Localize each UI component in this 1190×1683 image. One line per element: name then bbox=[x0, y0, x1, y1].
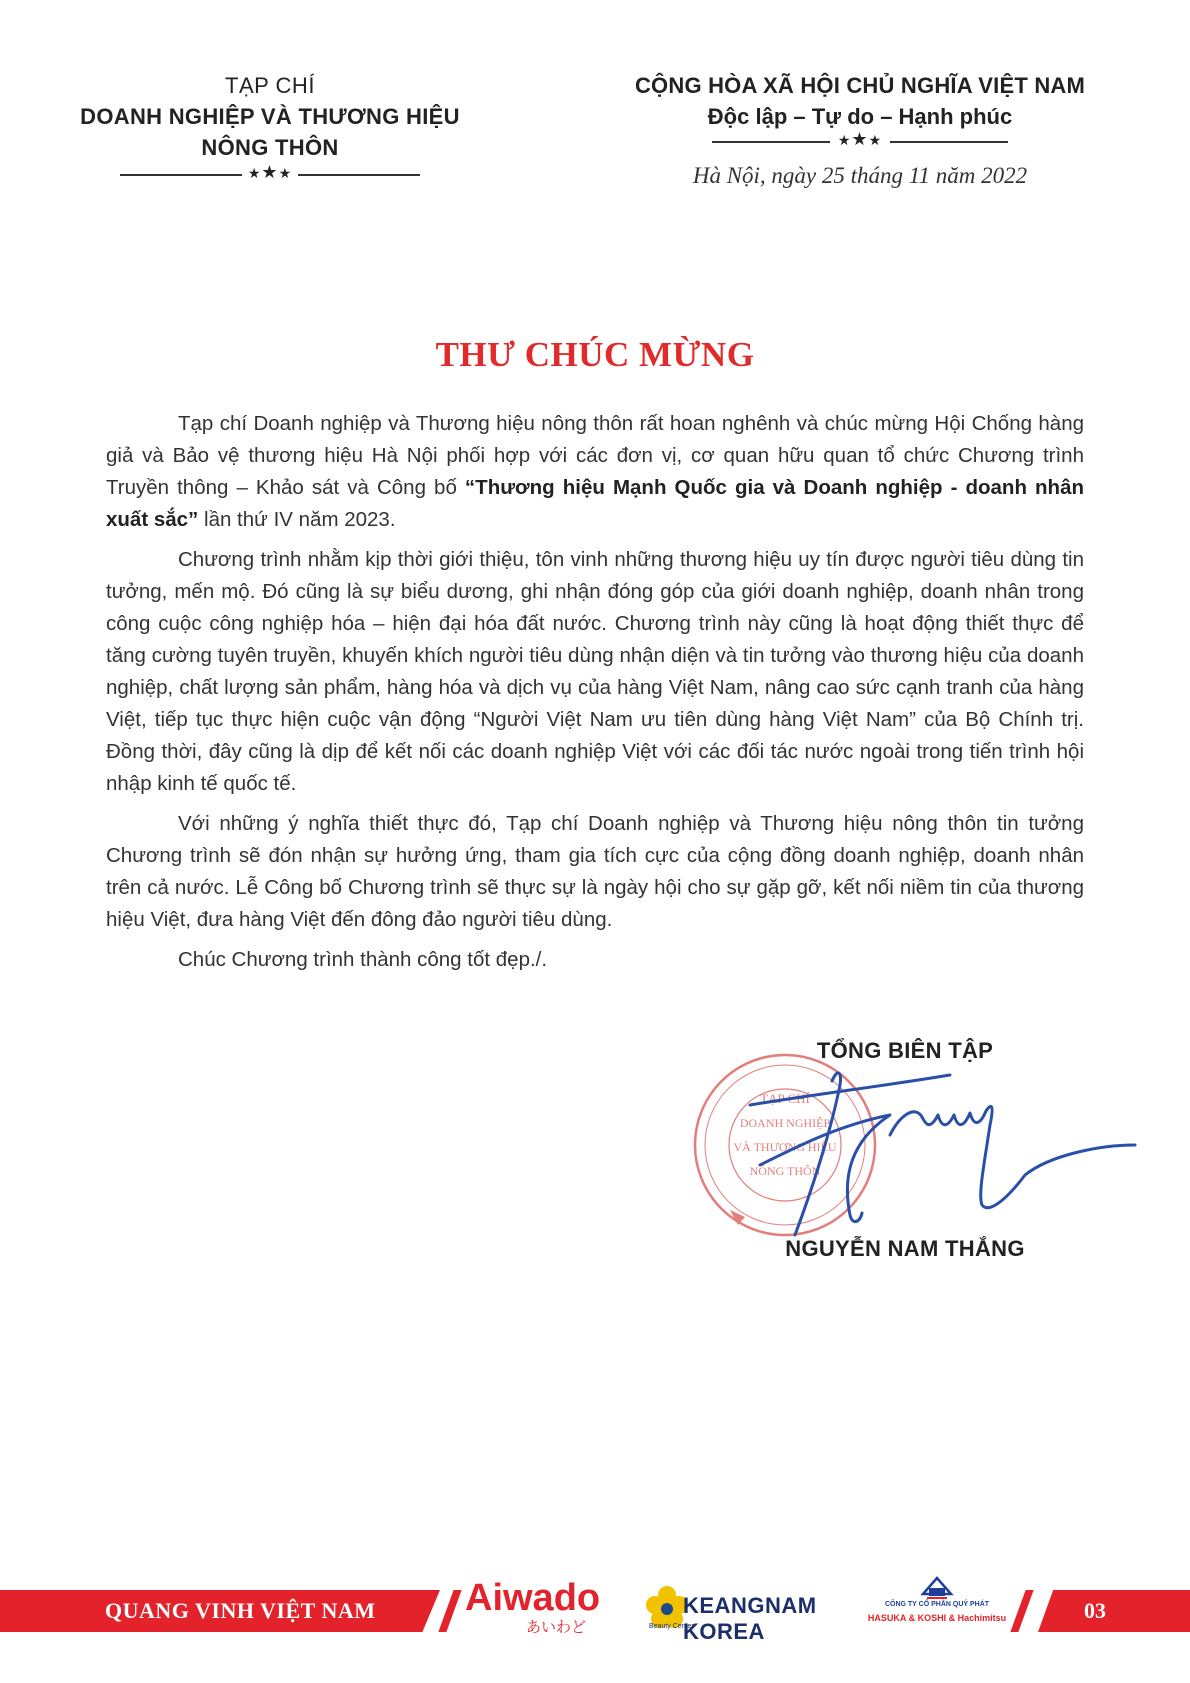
national-header bbox=[600, 70, 1120, 152]
svg-text:NÔNG THÔN: NÔNG THÔN bbox=[749, 1164, 821, 1178]
signer-role: TỔNG BIÊN TẬP bbox=[816, 1038, 994, 1063]
paragraph-2: Chương trình nhằm kịp thời giới thiệu, tôn vinh những thương hiệu uy tín được người tiêu dùng tin tưởng, mến mộ. Đó cũng là sự biểu dương, ghi nhận đóng góp của giới doanh nghiệp, doanh nhân trong công cuộc công nghiệp hóa – hiện đại hóa đất nước. Chương trình này cũng là hoạt động thiết thực để tăng cường tuyên truyền, khuyến khích người tiêu dùng nhận diện và tin tưởng vào thương hiệu của doanh nghiệp, chất lượng sản phẩm, hàng hóa và dịch vụ của hàng Việt Nam, nâng cao sức cạnh tranh của hàng Việt, tiếp tục thực hiện cuộc vận động “Người Việt Nam ưu tiên dùng hàng Việt Nam” của Bộ Chính trị. Đồng thời, đây cũng là dịp để kết nối các doanh nghiệp Việt với các đối tác nước ngoài trong tiến trình hội nhập kinh tế quốc tế. bbox=[106, 548, 1084, 795]
aiwado-logo: Aiwado あいわど bbox=[465, 1577, 601, 1636]
official-seal-and-signature bbox=[690, 1045, 1150, 1250]
footer-divider-slash bbox=[438, 1590, 461, 1632]
national-title: CỘNG HÒA XÃ HỘI CHỦ NGHĨA VIỆT NAM bbox=[634, 73, 1086, 98]
keangnam-logo: KEANGNAM KOREA Beauty Center bbox=[645, 1585, 855, 1637]
footer-brand: QUANG VINH VIỆT NAM bbox=[105, 1598, 376, 1623]
stars-icon: ★★★ bbox=[837, 129, 883, 149]
header-right-divider bbox=[712, 129, 1008, 152]
quy-phat-logo: CÔNG TY CỔ PHẦN QUÝ PHÁT HASUKA & KOSHI & Hachimitsu bbox=[862, 1574, 1012, 1640]
signer-name: NGUYỄN NAM THẮNG bbox=[785, 1236, 1025, 1261]
letter-title: THƯ CHÚC MỪNG bbox=[435, 335, 755, 374]
page-number: 03 bbox=[1084, 1598, 1106, 1623]
letter-body bbox=[106, 408, 1084, 984]
company-emblem-icon bbox=[919, 1574, 955, 1600]
publisher-line-2: DOANH NGHIỆP VÀ THƯƠNG HIỆU bbox=[80, 104, 460, 129]
publisher-line-1: TẠP CHÍ bbox=[225, 73, 315, 98]
national-motto: Độc lập – Tự do – Hạnh phúc bbox=[707, 104, 1013, 129]
paragraph-3: Với những ý nghĩa thiết thực đó, Tạp chí Doanh nghiệp và Thương hiệu nông thôn tin tưởng Chương trình sẽ đón nhận sự hưởng ứng, tham gia tích cực của cộng đồng doanh nghiệp, doanh nhân trên cả nước. Lễ Công bố Chương trình sẽ thực sự là ngày hội cho sự gặp gỡ, kết nối niềm tin của thương hiệu Việt, đưa hàng Việt đến đông đảo người tiêu dùng. bbox=[106, 812, 1084, 931]
footer-divider-slash bbox=[1010, 1590, 1033, 1632]
svg-text:DOANH NGHIỆP: DOANH NGHIỆP bbox=[739, 1116, 831, 1130]
svg-text:TẠP CHÍ: TẠP CHÍ bbox=[760, 1091, 810, 1106]
stars-icon: ★★★ bbox=[247, 162, 293, 182]
footer-banner bbox=[0, 1577, 1190, 1644]
paragraph-1: Tạp chí Doanh nghiệp và Thương hiệu nông thôn rất hoan nghênh và chúc mừng Hội Chống hàng giả và Bảo vệ thương hiệu Hà Nội phối hợp với các đơn vị, cơ quan hữu quan tổ chức Chương trình Truyền thông – Khảo sát và Công bố “Thương hiệu Mạnh Quốc gia và Doanh nghiệp - doanh nhân xuất sắc” lần thứ IV năm 2023. bbox=[106, 412, 1084, 531]
program-name: “Thương hiệu Mạnh Quốc gia và Doanh nghiệp - doanh nhân xuất sắc” bbox=[106, 476, 1084, 531]
letter-date: Hà Nội, ngày 25 tháng 11 năm 2022 bbox=[692, 163, 1028, 188]
header-left-divider bbox=[120, 162, 420, 185]
publisher-line-3: NÔNG THÔN bbox=[201, 135, 339, 160]
publisher-header bbox=[55, 70, 485, 185]
svg-text:VÀ THƯƠNG HIỆU: VÀ THƯƠNG HIỆU bbox=[733, 1140, 837, 1154]
paragraph-4: Chúc Chương trình thành công tốt đẹp./. bbox=[178, 948, 548, 971]
